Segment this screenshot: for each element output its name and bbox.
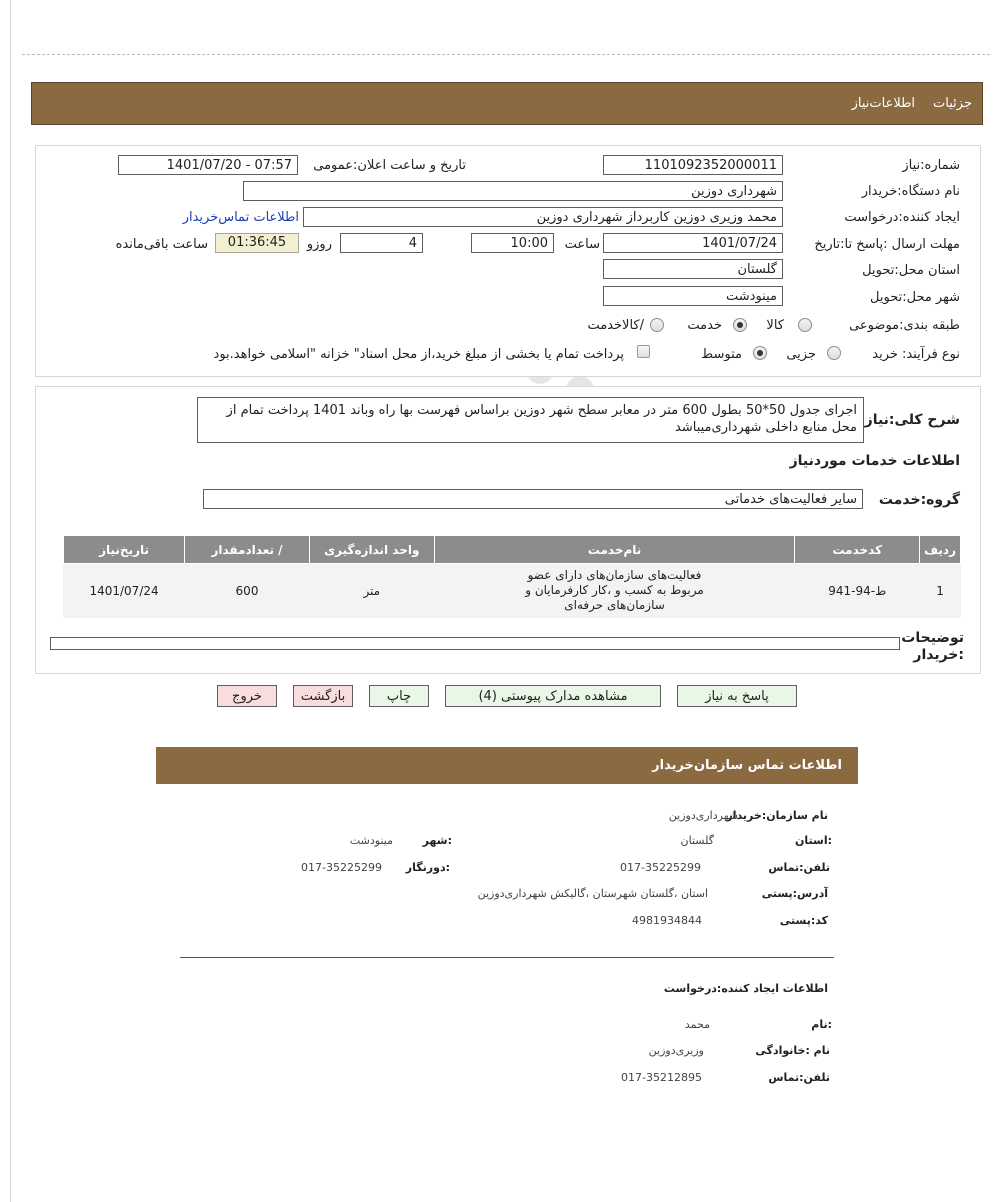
contact-phone-label: تلفن:تماس	[768, 861, 830, 874]
need-info-tab[interactable]: اطلاعات‌نیاز	[851, 96, 916, 111]
buyer-org-label: نام دستگاه:خریدار	[861, 184, 960, 199]
province-label: استان محل:تحویل	[862, 263, 960, 278]
requester-phone-label: تلفن:تماس	[768, 1071, 830, 1084]
page-header-bar	[31, 82, 983, 125]
services-table-header-row	[64, 536, 961, 564]
category-service-radio[interactable]	[733, 318, 747, 332]
top-divider	[22, 54, 990, 55]
contact-address-label: آدرس:پستی	[761, 887, 828, 900]
need-info-panel	[35, 145, 981, 377]
buyer-contact-bar: اطلاعات تماس سازمان‌خریدار	[156, 747, 858, 784]
remaining-days-field: 4	[340, 233, 423, 253]
back-button[interactable]: بازگشت	[293, 685, 353, 707]
city-label: شهر محل:تحویل	[870, 290, 960, 305]
buyer-notes-field	[50, 637, 900, 650]
contact-city-value: مینودشت	[349, 834, 393, 847]
details-link[interactable]: جزئیات	[933, 96, 972, 111]
table-row	[64, 564, 961, 618]
exit-button[interactable]: خروج	[217, 685, 277, 707]
buyer-contact-link[interactable]: اطلاعات تماس‌خریدار	[182, 210, 299, 225]
contact-phone-value: 017-35225299	[620, 861, 701, 874]
services-heading: اطلاعات خدمات موردنیاز	[789, 453, 960, 469]
col-header-service-name: نام‌خدمت	[434, 536, 795, 564]
org-name-label: نام سازمان:خریدار	[726, 809, 828, 822]
requester-heading: اطلاعات ایجاد کننده:درخواست	[663, 982, 828, 995]
summary-description: اجرای جدول 50*50 بطول 600 متر در معابر سطح شهر دوزین براساس فهرست بها راه وباند 1401 پرداخت تمام از محل منابع داخلی شهرداری‌میباشد	[197, 397, 864, 443]
requester-name-value: محمد	[684, 1018, 710, 1031]
contact-postal-label: کد:پستی	[779, 914, 828, 927]
process-small-radio[interactable]	[827, 346, 841, 360]
requester-family-label: نام :خانوادگی	[755, 1044, 830, 1057]
deadline-time-label: ساعت	[564, 237, 600, 252]
contact-province-value: گلستان	[680, 834, 714, 847]
contact-city-label: :شهر	[422, 834, 452, 847]
unit-cell: متر	[309, 564, 434, 618]
creator-field: محمد وزیری دوزین کاربرداز شهرداری دوزین	[303, 207, 783, 227]
announce-datetime-field: 1401/07/20 - 07:57	[118, 155, 298, 175]
reply-to-need-button[interactable]: پاسخ به نیاز	[677, 685, 797, 707]
treasury-payment-note: پرداخت تمام یا بخشی از مبلغ خرید،از محل اسناد" خزانه "اسلامی خواهد.بود	[213, 347, 624, 362]
creator-label: ایجاد کننده:درخواست	[844, 210, 960, 225]
deadline-label: مهلت ارسال :پاسخ تا:تاریخ	[814, 237, 960, 252]
contact-separator	[180, 957, 834, 958]
category-label: طبقه بندی:موضوعی	[849, 318, 960, 333]
contact-province-label: :استان	[795, 834, 832, 847]
province-field: گلستان	[603, 259, 783, 279]
buyer-org-field: شهرداری دوزین	[243, 181, 783, 201]
category-service-label: خدمت	[687, 318, 722, 333]
service-name-cell: فعالیت‌های سازمان‌های دارای عضو مربوط به کسب و ،کار کارفرمایان و سازمان‌های حرفه‌ای	[434, 564, 795, 618]
announce-datetime-label: تاریخ و ساعت اعلان:عمومی	[313, 158, 466, 173]
days-label: روزو	[306, 237, 332, 252]
contact-address-value: استان ،گلستان شهرستان ،گالیکش شهرداری‌دوزین	[477, 887, 708, 900]
col-header-quantity: / تعدادمقدار	[185, 536, 310, 564]
treasury-payment-checkbox[interactable]	[637, 345, 650, 358]
deadline-time-field: 10:00	[471, 233, 554, 253]
need-number-label: شماره:نیاز	[902, 158, 960, 173]
process-small-label: جزیی	[786, 347, 816, 362]
print-button[interactable]: چاپ	[369, 685, 429, 707]
service-group-field: سایر فعالیت‌های خدماتی	[203, 489, 863, 509]
quantity-cell: 600	[185, 564, 310, 618]
city-field: مینودشت	[603, 286, 783, 306]
need-number-field: 1101092352000011	[603, 155, 783, 175]
col-header-unit: واحد اندازه‌گیری	[309, 536, 434, 564]
category-goods-radio[interactable]	[798, 318, 812, 332]
org-name-value: شهرداری‌دوزین	[668, 809, 738, 822]
services-table	[63, 535, 961, 618]
contact-fax-value: 017-35225299	[301, 861, 382, 874]
need-date-cell: 1401/07/24	[64, 564, 185, 618]
remaining-time-label: ساعت باقی‌مانده	[115, 237, 208, 252]
col-header-row-number: ردیف	[920, 536, 961, 564]
remaining-time-display: 01:36:45	[215, 233, 299, 253]
summary-label: شرح کلی:نیاز	[864, 412, 960, 428]
buyer-notes-label: توضیحات :خریدار	[901, 630, 964, 663]
category-goods-service-label: /کالاخدمت	[587, 318, 644, 333]
process-medium-radio[interactable]	[753, 346, 767, 360]
category-goods-label: کالا	[766, 318, 784, 333]
category-goods-service-radio[interactable]	[650, 318, 664, 332]
contact-postal-value: 4981934844	[632, 914, 702, 927]
service-group-label: گروه:خدمت	[878, 492, 960, 508]
contact-fax-label: :دورنگار	[405, 861, 450, 874]
process-medium-label: متوسط	[701, 347, 742, 362]
requester-family-value: وزیری‌دوزین	[648, 1044, 704, 1057]
col-header-service-code: کدخدمت	[795, 536, 920, 564]
requester-name-label: :نام	[811, 1018, 832, 1031]
row-number-cell: 1	[920, 564, 961, 618]
page-frame-line	[10, 0, 11, 1202]
service-code-cell: ط-94-941	[795, 564, 920, 618]
requester-phone-value: 017-35212895	[621, 1071, 702, 1084]
deadline-date-field: 1401/07/24	[603, 233, 783, 253]
col-header-need-date: تاریخ‌نیاز	[64, 536, 185, 564]
process-type-label: نوع فرآیند: خرید	[872, 347, 960, 362]
view-documents-button[interactable]: مشاهده مدارک پیوستی (4)	[445, 685, 661, 707]
